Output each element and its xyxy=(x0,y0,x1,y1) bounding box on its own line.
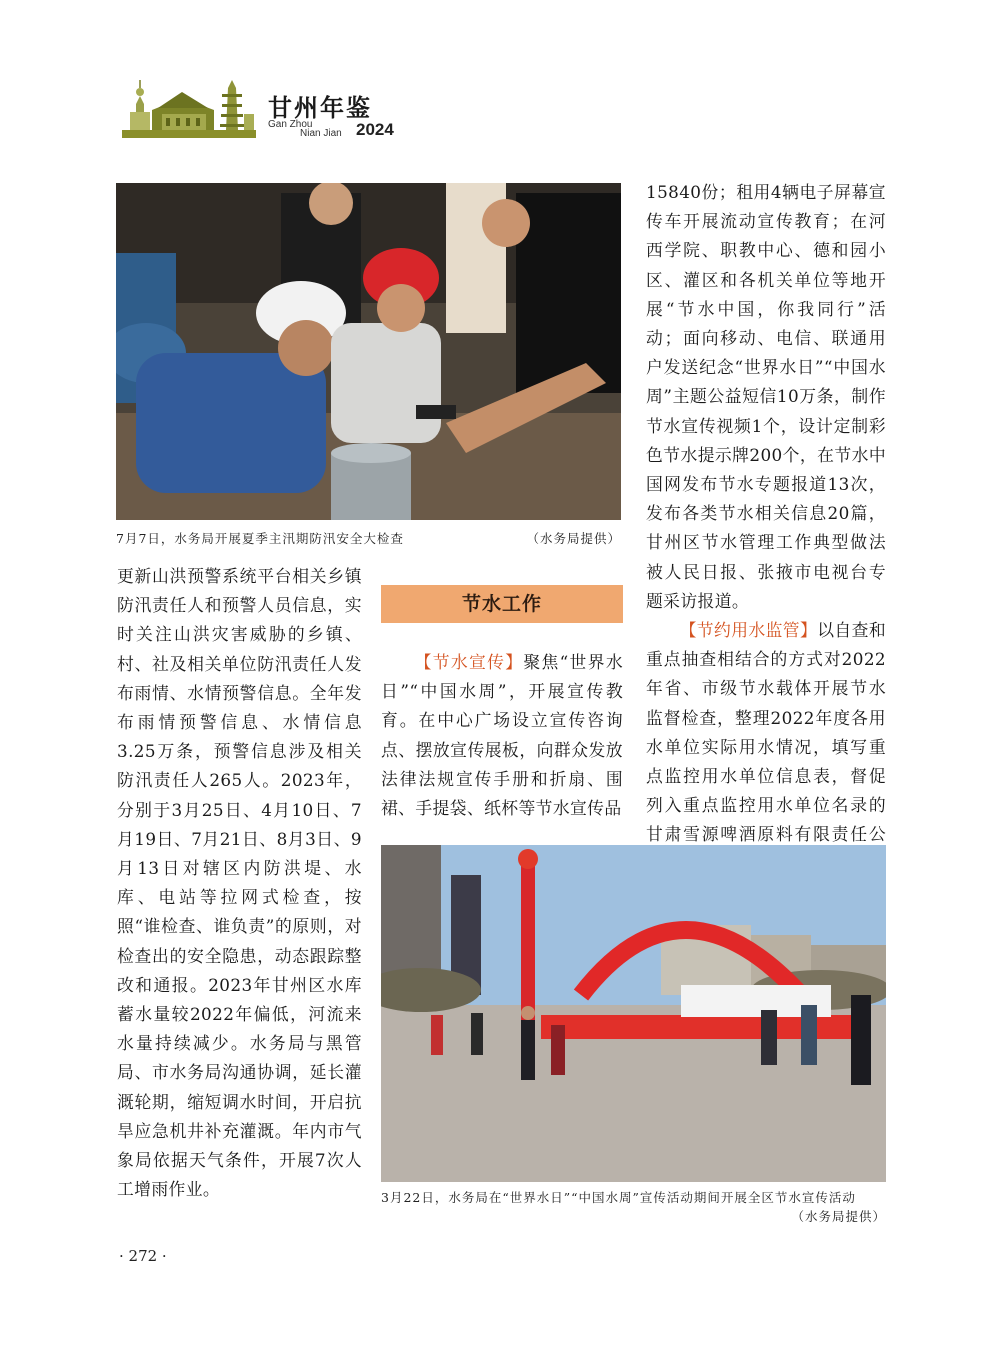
yearbook-title-cn: 甘州年鉴 xyxy=(268,93,372,122)
yearbook-title-en-2: Nian Jian xyxy=(300,128,342,139)
photo2-credit: （水务局提供） xyxy=(791,1209,886,1224)
photo2-caption-text: 3月22日，水务局在“世界水日”“中国水周”宣传活动期间开展全区节水宣传活动 xyxy=(381,1190,856,1205)
right-column-text-2: 以自查和重点抽查相结合的方式对2022年省、市级节水载体开展节水监督检查，整理2022年度各用水单位实际用水情况，填写重点监控用水单位信息表，督促列入重点监控用水单位名录的甘肃雪源啤酒原料有限责任公 xyxy=(646,620,887,845)
middle-column xyxy=(381,648,623,823)
right-column-text-1: 15840份；租用4辆电子屏幕宣传车开展流动宣传教育；在河西学院、职教中心、德和园小区、灌区和各机关单位等地开展“节水中国，你我同行”活动；面向移动、电信、联通用户发送纪念“世界水日”“中国水周”主题公益短信10万条，制作节水宣传视频1个，设计定制彩色节水提示牌200个，在节水中国网发布节水专题报道13次，发布各类节水相关信息20篇，甘州区节水管理工作典型做法被人民日报、张掖市电视台专题采访报道。 xyxy=(646,182,886,611)
temple-pagoda-logo-icon xyxy=(122,74,256,140)
photo1-credit: （水务局提供） xyxy=(526,531,621,546)
middle-column-text: 聚焦“世界水日”“中国水周”，开展宣传教育。在中心广场设立宣传咨询点、摆放宣传展板，向群众发放法律法规宣传手册和折扇、围裙、手提袋、纸杯等节水宣传品 xyxy=(381,652,623,819)
photo2-caption xyxy=(381,1188,886,1226)
flood-inspection-photo xyxy=(116,183,621,520)
page-number: · 272 · xyxy=(119,1247,167,1265)
section-title: 节水工作 xyxy=(381,585,623,623)
left-column xyxy=(117,562,362,1204)
water-saving-publicity-tag: 【节水宣传】 xyxy=(414,652,524,672)
publicity-event-photo xyxy=(381,845,886,1182)
yearbook-year: 2024 xyxy=(356,120,394,139)
yearbook-title-en-1: Gan Zhou xyxy=(268,119,313,130)
water-supervision-tag: 【节约用水监管】 xyxy=(679,620,818,641)
left-column-text: 更新山洪预警系统平台相关乡镇防汛责任人和预警人员信息，实时关注山洪灾害威胁的乡镇、村、社及相关单位防汛责任人发布雨情、水情预警信息。全年发布雨情预警信息、水情信息3.25万条，预警信息涉及相关防汛责任人265人。2023年，分别于3月25日、4月10日、7月19日、7月21日、8月3日、9月13日对辖区内防洪堤、水库、电站等拉网式检查，按照“谁检查、谁负责”的原则，对检查出的安全隐患，动态跟踪整改和通报。2023年甘州区水库蓄水量较2022年偏低，河流来水量持续减少。水务局与黑管局、市水务局沟通协调，延长灌溉轮期，缩短调水时间，开启抗旱应急机井补充灌溉。年内市气象局依据天气条件，开展7次人工增雨作业。 xyxy=(117,566,362,1200)
photo1-caption-text: 7月7日，水务局开展夏季主汛期防汛安全大检查 xyxy=(116,531,404,546)
right-column xyxy=(646,178,886,879)
photo1-caption xyxy=(116,529,621,548)
